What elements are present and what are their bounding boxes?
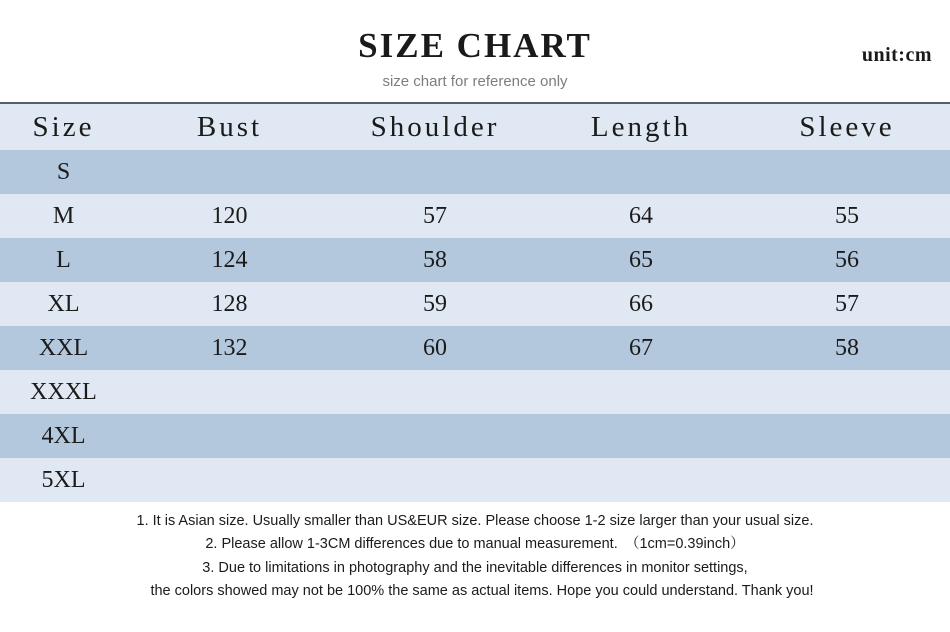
table-row xyxy=(0,150,950,194)
cell-shoulder: 57 xyxy=(332,194,538,238)
note-line-3 xyxy=(0,557,950,580)
note-line-1-text: 1. It is Asian size. Usually smaller than US&EUR size. Please choose 1-2 size larger than your usual size. xyxy=(136,513,814,529)
cell-length: 67 xyxy=(538,326,744,370)
cell-length xyxy=(538,370,744,414)
cell-length: 66 xyxy=(538,282,744,326)
table-row xyxy=(0,458,950,502)
cell-bust: 128 xyxy=(127,282,332,326)
column-header-length: Length xyxy=(538,104,744,150)
cell-bust xyxy=(127,414,332,458)
cell-shoulder: 59 xyxy=(332,282,538,326)
table-row xyxy=(0,194,950,238)
column-header-sleeve: Sleeve xyxy=(744,104,950,150)
cell-shoulder xyxy=(332,458,538,502)
cell-length xyxy=(538,414,744,458)
cell-bust xyxy=(127,458,332,502)
cell-size: 4XL xyxy=(0,414,127,458)
table-row xyxy=(0,326,950,370)
note-line-1 xyxy=(0,510,950,533)
notes-section xyxy=(0,502,950,604)
cell-size: XL xyxy=(0,282,127,326)
page-title: SIZE CHART xyxy=(358,26,592,65)
cell-sleeve xyxy=(744,458,950,502)
cell-size: XXXL xyxy=(0,370,127,414)
cell-length xyxy=(538,150,744,194)
cell-shoulder: 60 xyxy=(332,326,538,370)
column-header-shoulder: Shoulder xyxy=(332,104,538,150)
note-line-3-text: 3. Due to limitations in photography and the inevitable differences in monitor settings, xyxy=(202,559,748,576)
table-row xyxy=(0,282,950,326)
cell-sleeve: 58 xyxy=(744,326,950,370)
unit-label: unit:cm xyxy=(861,44,932,66)
table-row xyxy=(0,238,950,282)
note-line-2-text: 2. Please allow 1-3CM differences due to manual measurement. （1cm=0.39inch） xyxy=(205,536,745,553)
chart-header xyxy=(0,0,950,104)
cell-size: L xyxy=(0,238,127,282)
cell-sleeve xyxy=(744,150,950,194)
cell-length: 65 xyxy=(538,238,744,282)
column-header-size: Size xyxy=(0,104,127,150)
cell-sleeve xyxy=(744,370,950,414)
column-header-bust: Bust xyxy=(127,104,332,150)
cell-shoulder xyxy=(332,150,538,194)
cell-length: 64 xyxy=(538,194,744,238)
cell-bust: 132 xyxy=(127,326,332,370)
page-subtitle: size chart for reference only xyxy=(382,73,568,90)
table-row xyxy=(0,414,950,458)
cell-sleeve: 57 xyxy=(744,282,950,326)
cell-bust: 124 xyxy=(127,238,332,282)
cell-bust: 120 xyxy=(127,194,332,238)
cell-bust xyxy=(127,370,332,414)
cell-sleeve xyxy=(744,414,950,458)
note-line-2 xyxy=(0,533,950,556)
cell-size: 5XL xyxy=(0,458,127,502)
cell-shoulder: 58 xyxy=(332,238,538,282)
note-line-4 xyxy=(0,580,950,603)
table-row xyxy=(0,370,950,414)
size-chart-table xyxy=(0,104,950,502)
cell-sleeve: 55 xyxy=(744,194,950,238)
cell-sleeve: 56 xyxy=(744,238,950,282)
cell-size: M xyxy=(0,194,127,238)
cell-shoulder xyxy=(332,414,538,458)
note-line-4-text: the colors showed may not be 100% the same as actual items. Hope you could understand. Thank you! xyxy=(150,583,814,600)
cell-size: XXL xyxy=(0,326,127,370)
cell-length xyxy=(538,458,744,502)
table-header-row xyxy=(0,104,950,150)
cell-bust xyxy=(127,150,332,194)
cell-size: S xyxy=(0,150,127,194)
cell-shoulder xyxy=(332,370,538,414)
